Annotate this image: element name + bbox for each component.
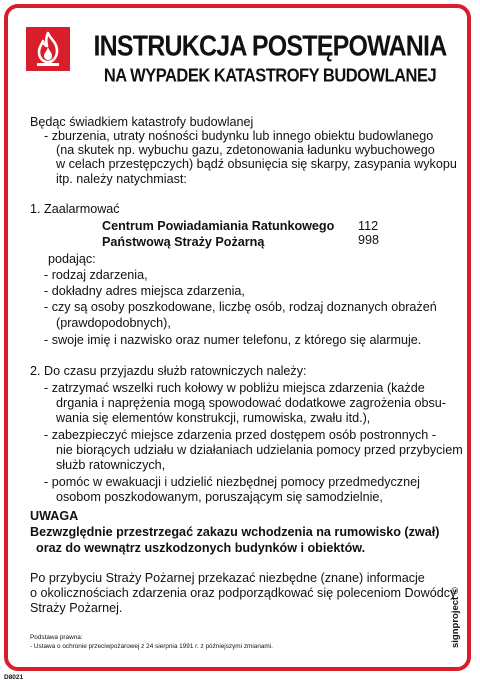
warning-heading: UWAGA xyxy=(30,509,79,523)
list-item: nie biorących udziału w działaniach udzielania pomocy przed przybyciem xyxy=(56,443,463,457)
service-number: 998 xyxy=(358,233,380,247)
product-code: D8021 xyxy=(4,674,24,681)
list-item: - pomóc w ewakuacji i udzielić niezbędnej pomocy przedmedycznej xyxy=(44,475,420,489)
closing-line: Straży Pożarnej. xyxy=(30,601,123,615)
intro-line: w celach przestępczych) bądź obsunięcia się skarpy, zasypania wykopu xyxy=(56,157,457,171)
warning-line: Bezwzględnie przestrzegać zakazu wchodzenia na rumowisko (zwał) xyxy=(30,525,440,539)
list-item: - zabezpieczyć miejsce zdarzenia przed dostępem osób postronnych - xyxy=(44,428,436,442)
warning-line: oraz do wewnątrz uszkodzonych budynków i obiektów. xyxy=(36,541,366,555)
list-item: - dokładny adres miejsca zdarzenia, xyxy=(44,284,245,298)
fire-icon xyxy=(26,27,70,71)
page-subtitle: NA WYPADEK KATASTROFY BUDOWLANEJ xyxy=(103,66,437,87)
service-number: 112 xyxy=(358,219,379,233)
intro-line: (na skutek np. wybuchu gazu, zdetonowania ładunku wybuchowego xyxy=(56,143,435,157)
section2-heading: 2. Do czasu przyjazdu służb ratowniczych należy: xyxy=(30,364,307,378)
list-item: - rodzaj zdarzenia, xyxy=(44,268,148,282)
brand-label: signproject © xyxy=(450,587,461,648)
list-item: - czy są osoby poszkodowane, liczbę osób, rodzaj doznanych obrażeń xyxy=(44,300,437,314)
intro-lead: Będąc świadkiem katastrofy budowlanej xyxy=(30,115,254,129)
list-item: (prawdopodobnych), xyxy=(56,316,171,330)
intro-line: - zburzenia, utraty nośności budynku lub innego obiektu budowlanego xyxy=(44,129,434,143)
closing-line: Po przybyciu Straży Pożarnej przekazać niezbędne (znane) informacje xyxy=(30,571,425,585)
list-item: służb ratowniczych, xyxy=(56,458,166,472)
page-title: INSTRUKCJA POSTĘPOWANIA xyxy=(93,30,447,63)
intro-line: itp. należy natychmiast: xyxy=(56,172,187,186)
service-name: Centrum Powiadamiania Ratunkowego xyxy=(102,219,335,233)
closing-line: o okolicznościach zdarzenia oraz podporządkować się poleceniom Dowódcy xyxy=(30,586,457,600)
section1-giving: podając: xyxy=(48,252,96,266)
list-item: drgania i naprężenia mogą spowodować dodatkowe zagrożenia obsu- xyxy=(56,396,446,410)
list-item: - zatrzymać wszelki ruch kołowy w pobliżu miejsca zdarzenia (każde xyxy=(44,381,425,395)
legal-basis-text: - Ustawa o ochronie przeciwpożarowej z 24 sierpnia 1991 r. z późniejszymi zmianami. xyxy=(30,643,273,650)
list-item: - swoje imię i nazwisko oraz numer telefonu, z którego się alarmuje. xyxy=(44,333,422,347)
service-name: Państwową Straży Pożarną xyxy=(102,235,265,249)
list-item: osobom poszkodowanym, poruszającym się samodzielnie, xyxy=(56,490,383,504)
section1-heading: 1. Zaalarmować xyxy=(30,202,120,216)
legal-basis-label: Podstawa prawna: xyxy=(30,634,83,641)
list-item: wania się elementów konstrukcji, rumowiska, zwału itd.), xyxy=(56,411,371,425)
